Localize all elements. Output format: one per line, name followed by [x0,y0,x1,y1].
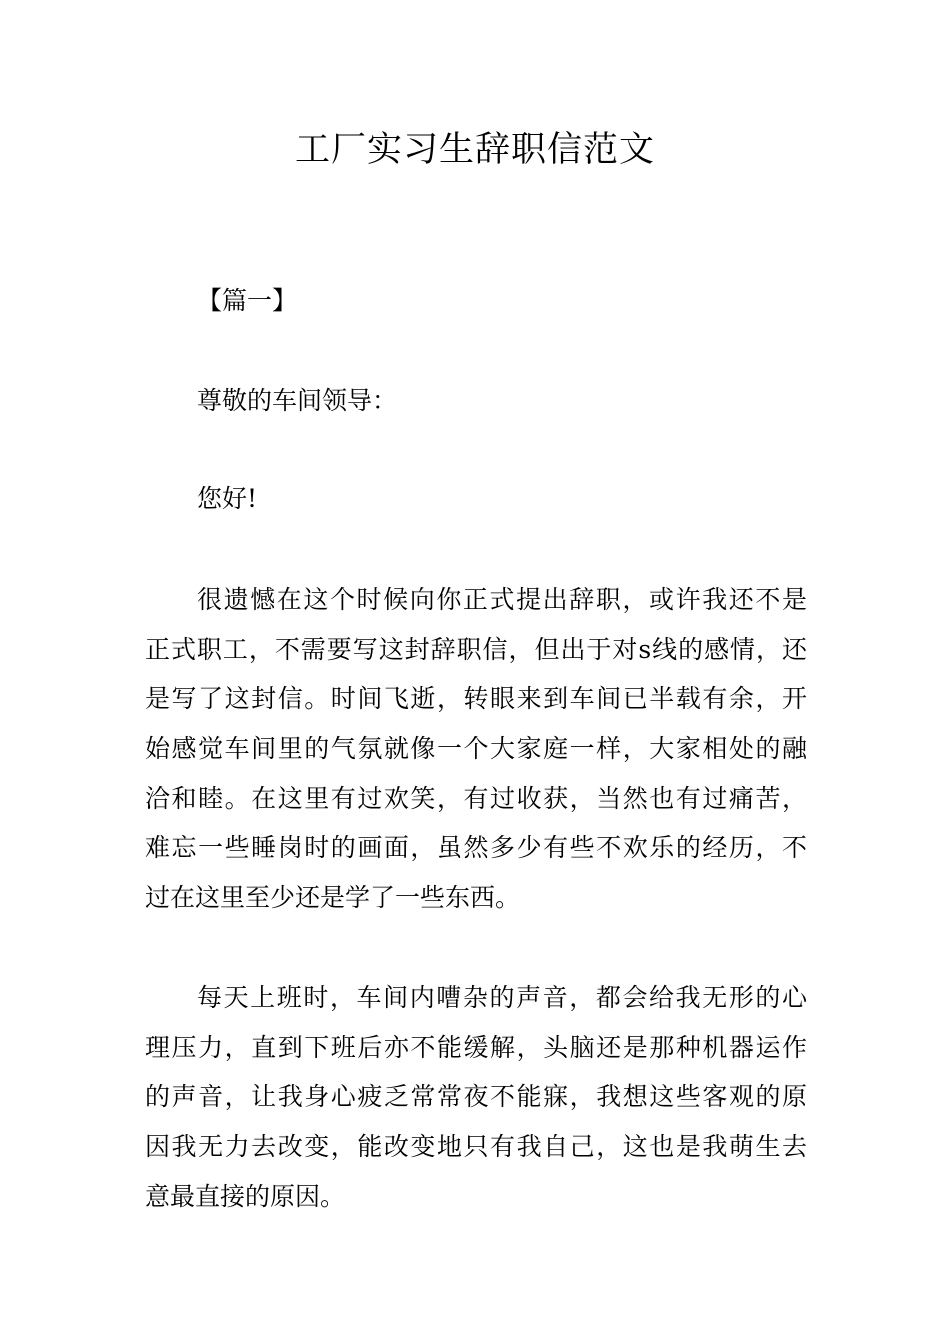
paragraph-line: 难忘一些睡岗时的画面，虽然多少有些不欢乐的经历，不 [145,833,807,863]
paragraph-line: 过在这里至少还是学了一些东西。 [145,883,521,913]
paragraph-line: 理压力，直到下班后亦不能缓解，头脑还是那种机器运作 [145,1032,807,1062]
paragraph-line: 意最直接的原因。 [145,1181,346,1211]
paragraph-line: 因我无力去改变，能改变地只有我自己，这也是我萌生去 [145,1132,807,1162]
document-title: 工厂实习生辞职信范文 [294,130,655,170]
paragraph-line: 每天上班时，车间内嘈杂的声音，都会给我无形的心 [197,983,807,1012]
paragraph-line: 始感觉车间里的气氛就像一个大家庭一样，大家相处的融 [145,734,807,764]
section-label: 【篇一】 [197,286,298,315]
paragraph-line: 正式职工，不需要写这封辞职信，但出于对s线的感情，还 [145,634,807,664]
greeting: 您好! [197,484,258,513]
salutation: 尊敬的车间领导： [197,386,398,415]
paragraph-2 [145,973,807,1221]
paragraph-line: 的声音，让我身心疲乏常常夜不能寐，我想这些客观的原 [145,1082,807,1112]
paragraph-1 [145,575,807,923]
paragraph-line: 很遗憾在这个时候向你正式提出辞职，或许我还不是 [197,585,807,614]
paragraph-line: 洽和睦。在这里有过欢笑，有过收获，当然也有过痛苦， [145,783,807,813]
paragraph-line: 是写了这封信。时间飞逝，转眼来到车间已半载有余，开 [145,684,807,714]
